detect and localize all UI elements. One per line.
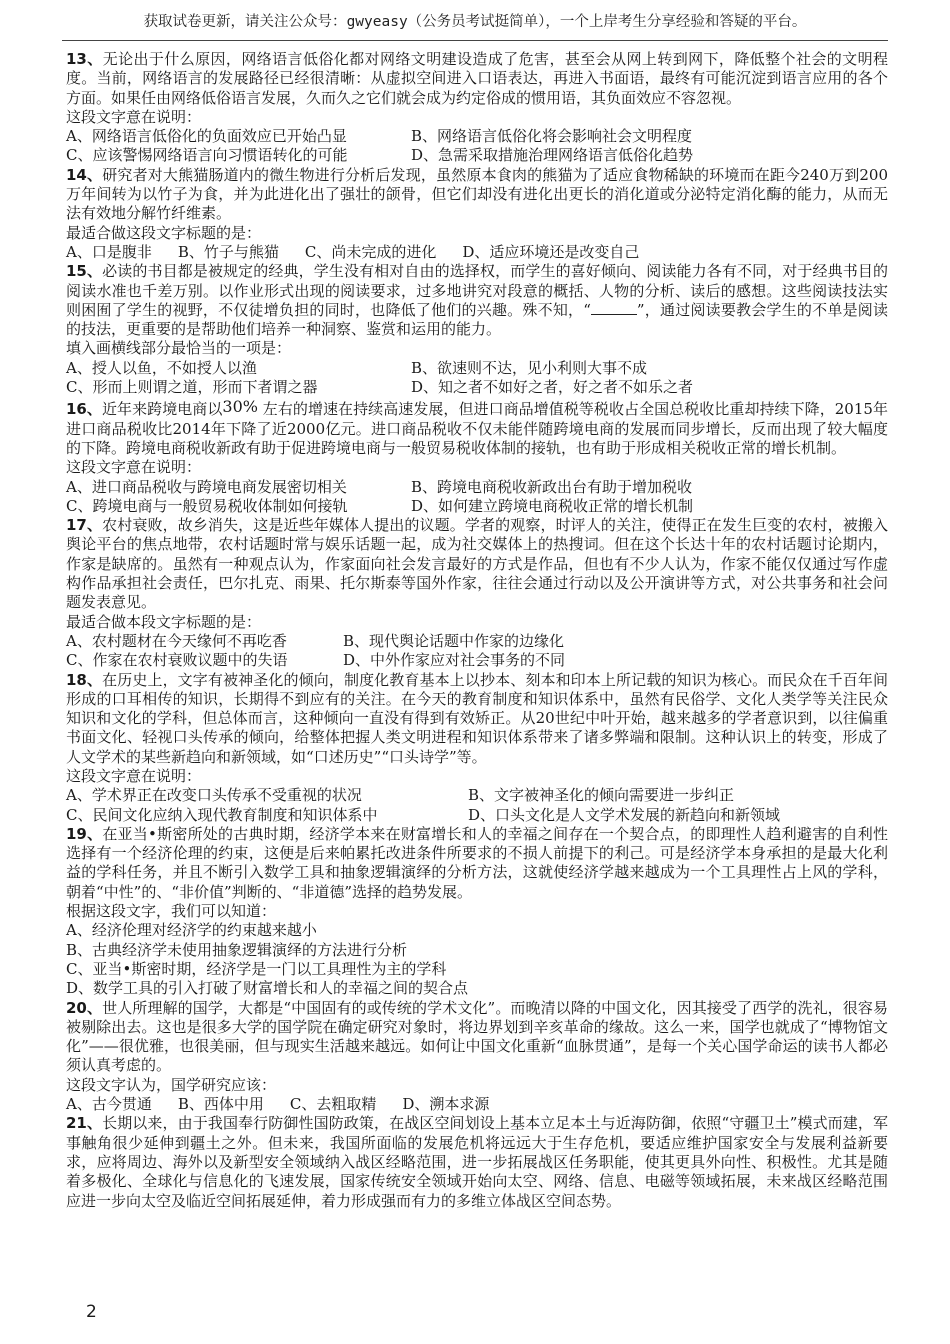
option-c: C、形而上则谓之道，形而下者谓之器 xyxy=(66,378,318,397)
option-d: D、中外作家应对社会事务的不同 xyxy=(343,651,566,670)
question-number: 16、 xyxy=(66,400,102,419)
question-number: 18、 xyxy=(66,670,103,689)
option-b: B、竹子与熊猫 xyxy=(177,242,279,261)
options xyxy=(66,478,888,517)
question-15 xyxy=(66,262,888,397)
options xyxy=(66,1095,888,1114)
question-number: 13、 xyxy=(66,50,103,68)
option-c: C、尚未完成的进化 xyxy=(304,242,437,261)
option-b: B、欲速则不达，见小利则大事不成 xyxy=(411,358,648,377)
question-13 xyxy=(66,50,888,166)
question-number: 14、 xyxy=(66,165,103,184)
option-d: D、知之者不如好之者，好之者不如乐之者 xyxy=(411,378,694,397)
option-a: A、授人以鱼，不如授人以渔 xyxy=(66,358,257,377)
option-a: A、口是腹非 xyxy=(66,242,152,261)
page-header xyxy=(0,10,950,31)
question-stem: 必读的书目都是被规定的经典，学生没有相对自由的选择权，而学生的喜好倾向、阅读能力各有不同，对于经典书目的阅读水准也千差万别。以作业形式出现的阅读要求，过多地讲究对段意的概括、人物的分析、读后的感想。这些阅读技法实则困囿了学生的视野，不仅徒增负担的同时，也降低了他们的兴趣。殊不知，“ xyxy=(66,262,888,319)
question-16 xyxy=(66,397,888,516)
header-suffix: （公务员考试挺简单），一个上岸考生分享经验和答疑的平台。 xyxy=(407,14,807,30)
options xyxy=(66,786,888,825)
option-b: B、跨境电商税收新政出台有助于增加税收 xyxy=(411,477,693,496)
option-d: D、适应环境还是改变自己 xyxy=(462,242,640,261)
question-prompt: 这段文字意在说明： xyxy=(66,107,202,126)
option-b: B、网络语言低俗化将会影响社会文明程度 xyxy=(411,127,693,146)
header-divider xyxy=(62,40,888,41)
option-a: A、农村题材在今天缘何不再吃香 xyxy=(66,631,287,650)
header-prefix: 获取试卷更新，请关注公众号： xyxy=(143,14,347,30)
option-a: A、进口商品税收与跨境电商发展密切相关 xyxy=(66,477,347,496)
option-c: C、应该警惕网络语言向习惯语转化的可能 xyxy=(66,146,348,165)
question-prompt: 最适合做本段文字标题的是： xyxy=(66,612,262,631)
question-prompt: 这段文字认为，国学研究应该： xyxy=(66,1075,277,1094)
option-b: B、西体中用 xyxy=(177,1095,264,1114)
question-18 xyxy=(66,671,888,825)
option-c: C、亚当•斯密时期，经济学是一门以工具理性为主的学科 xyxy=(66,959,447,978)
question-number: 21、 xyxy=(66,1114,103,1133)
option-c: C、跨境电商与一般贸易税收体制如何接轨 xyxy=(66,496,348,515)
fill-blank xyxy=(591,302,637,315)
options xyxy=(66,359,888,398)
header-brand: gwyeasy xyxy=(346,14,408,30)
growth-rate: 30% xyxy=(222,397,258,417)
question-stem: 近年来跨境电商以 xyxy=(101,400,223,419)
question-number: 19、 xyxy=(66,824,103,843)
option-b: B、现代舆论话题中作家的边缘化 xyxy=(343,631,565,650)
question-21 xyxy=(66,1114,888,1210)
question-stem: 长期以来，由于我国奉行防御性国防政策，在战区空间划设上基本立足本土与近海防御，依照“守疆卫土”模式而建，军事触角很少延伸到疆土之外。但未来，我国所面临的发展危机将远远大于生存危机，要适应维护国家安全与发展利益新要求，应将周边、海外以及新型安全领域纳入战区经略范围，进一步拓展战区任务职能，使其更具外向性、积极性。尤其是随着多极化、全球化与信息化的飞速发展，国家传统安全领域开始向太空、网络、信息、电磁等领域拓展，未来战区经略范围应进一步向太空及临近空间拓展延伸，着力形成强而有力的多维立体战区空间态势。 xyxy=(66,1114,889,1210)
options xyxy=(66,127,888,166)
option-d: D、如何建立跨境电商税收正常的增长机制 xyxy=(411,496,694,515)
option-a: A、学术界正在改变口头传承不受重视的状况 xyxy=(66,786,362,805)
question-stem-continued: ”，通过阅读要教会学生的不单是阅读的技法，更重要的是帮助他们培养一种洞察、鉴赏和运用的能力。 xyxy=(66,300,888,339)
option-d: D、溯本求源 xyxy=(402,1095,490,1114)
question-stem: 无论出于什么原因，网络语言低俗化都对网络文明建设造成了危害，甚至会从网上转到网下，降低整个社会的文明程度。当前，网络语言的发展路径已经很清晰：从虚拟空间进入口语表达，再进入书面语，最终有可能沉淀到语言应用的各个方面。如果任由网络低俗语言发展，久而久之它们就会成为约定俗成的惯用语，其负面效应不容忽视。 xyxy=(66,50,888,107)
question-stem: 世人所理解的国学，大都是“中国固有的或传统的学术文化”。而晚清以降的中国文化，因其接受了西学的洗礼，很容易被剔除出去。这也是很多大学的国学院在确定研究对象时，将边界划到辛亥革命的缘故。这么一来，国学也就成了“博物馆文化”——很优雅，也很美丽，但与现实生活越来越远。如何让中国文化重新“血脉贯通”，是每一个关心国学命运的读书人都必须认真考虑的。 xyxy=(66,998,889,1075)
question-number: 17、 xyxy=(66,516,103,535)
options xyxy=(66,632,888,671)
question-stem: 在亚当•斯密所处的古典时期，经济学本来在财富增长和人的幸福之间存在一个契合点，的即理性人趋利避害的自利性选择有一个经济伦理的约束，这便是后来帕累托改进条件所要求的不损人前提下的利己。可是经济学本身承担的是最大化利益的学科任务，并且不断引入数学工具和抽象逻辑演绎的分析方法，这就使经济学越来越成为一个工具理性占上风的学科，朝着“中性”的、“非价值”判断的、“非道德”选择的趋势发展。 xyxy=(66,824,888,901)
option-d: D、急需采取措施治理网络语言低俗化趋势 xyxy=(411,146,694,165)
question-17 xyxy=(66,516,888,670)
question-prompt: 填入画横线部分最恰当的一项是： xyxy=(66,339,292,358)
question-stem-continued: 左右的增速在持续高速发展，但进口商品增值税等税收占全国总税收比重却持续下降，2015年进口商品税收比2014年下降了近2000亿元。进口商品税收不仅未能伴随跨境电商的发展而同步增长，反而出现了较大幅度的下降。跨境电商税收新政有助于促进跨境电商与一般贸易税收体制的接轨，也有助于形成相关税收正常的增长机制。 xyxy=(66,400,888,457)
question-19 xyxy=(66,825,888,999)
option-c: C、作家在农村衰败议题中的失语 xyxy=(66,651,288,670)
question-20 xyxy=(66,999,888,1115)
question-number: 15、 xyxy=(66,262,103,281)
option-b: B、文字被神圣化的倾向需要进一步纠正 xyxy=(468,786,735,805)
option-a: A、网络语言低俗化的负面效应已开始凸显 xyxy=(66,127,347,146)
options xyxy=(66,243,888,262)
option-c: C、去粗取精 xyxy=(289,1095,377,1114)
question-stem: 在历史上，文字有被神圣化的倾向，制度化教育基本上以抄本、刻本和印本上所记载的知识为核心。而民众在千百年间形成的口耳相传的知识，长期得不到应有的关注。在今天的教育制度和知识体系中，虽然有民俗学、文化人类学等关注民众知识和文化的学科，但总体而言，这种倾向一直没有得到有效矫正。从20世纪中叶开始，越来越多的学者意识到，以往偏重书面文化、轻视口头传承的倾向，给整体把握人类文明进程和知识体系带来了诸多弊端和限制。这种认识上的转变，形成了人文学术的某些新趋向和新领域，如“口述历史”“口头诗学”等。 xyxy=(66,670,888,766)
question-prompt: 根据这段文字，我们可以知道： xyxy=(66,902,277,921)
option-d: D、口头文化是人文学术发展的新趋向和新领域 xyxy=(468,805,781,824)
question-number: 20、 xyxy=(66,998,103,1017)
option-a: A、经济伦理对经济学的约束越来越小 xyxy=(66,921,317,940)
question-content xyxy=(66,50,888,1211)
option-a: A、古今贯通 xyxy=(66,1095,152,1114)
option-c: C、民间文化应纳入现代教育制度和知识体系中 xyxy=(66,805,378,824)
question-prompt: 最适合做这段文字标题的是： xyxy=(66,223,262,242)
question-stem: 研究者对大熊猫肠道内的微生物进行分析后发现，虽然原本食肉的熊猫为了适应食物稀缺的环境而在距今240万到200万年间转为以竹子为食，并为此进化出了强壮的颌骨，但它们却没有进化出更长的消化道或分泌特定消化酶的能力，从而无法有效地分解竹纤维素。 xyxy=(66,165,888,223)
question-prompt: 这段文字意在说明： xyxy=(66,458,202,477)
question-prompt: 这段文字意在说明： xyxy=(66,766,202,785)
option-b: B、古典经济学未使用抽象逻辑演绎的方法进行分析 xyxy=(66,940,408,959)
page-number: 2 xyxy=(86,1302,97,1322)
question-14 xyxy=(66,166,888,262)
question-stem: 农村衰败，故乡消失，这是近些年媒体人提出的议题。学者的观察，时评人的关注，使得正在发生巨变的农村，被搬入舆论平台的焦点地带，农村话题时常与娱乐话题一起，成为社交媒体上的热搜词。但在这个长达十年的农村话题讨论期内，作家是缺席的。虽然有一种观点认为，作家面向社会发言最好的方式是作品，但也有不少人认为，作家不能仅仅通过写作虚构作品承担社会责任，巴尔扎克、雨果、托尔斯泰等国外作家，往往会通过行动以及公开演讲等方式，对公共事务和社会问题发表意见。 xyxy=(66,516,888,612)
option-d: D、数学工具的引入打破了财富增长和人的幸福之间的契合点 xyxy=(66,979,469,998)
